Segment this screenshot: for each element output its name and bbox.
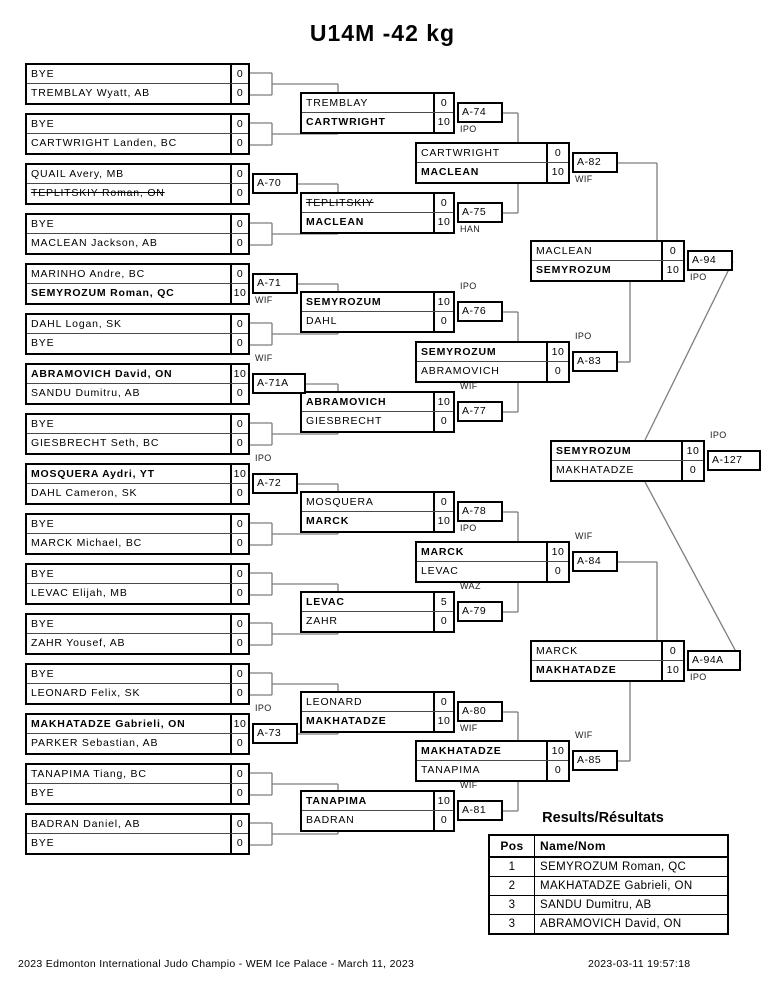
- player-name: LEVAC Elijah, MB: [31, 587, 128, 599]
- player-row: [302, 693, 453, 712]
- player-name: MARCK: [536, 645, 578, 657]
- player-name: ABRAMOVICH: [306, 396, 387, 408]
- player-score: 0: [230, 834, 248, 853]
- player-score: 5: [433, 593, 453, 611]
- player-row: [27, 834, 248, 853]
- player-score: 0: [230, 484, 248, 503]
- player-row: [302, 512, 453, 531]
- player-row: [27, 534, 248, 553]
- player-name: TREMBLAY: [306, 97, 369, 109]
- player-name: SEMYROZUM: [556, 445, 632, 457]
- bracket-match: [25, 63, 250, 105]
- player-name: SEMYROZUM: [536, 264, 612, 276]
- player-name: MAKHATADZE: [421, 745, 502, 757]
- match-number-label: A-77: [457, 401, 503, 422]
- bracket-match: [25, 113, 250, 155]
- player-row: [27, 734, 248, 753]
- player-row: [27, 284, 248, 303]
- bracket-match: [300, 691, 455, 733]
- player-score: 0: [230, 84, 248, 103]
- player-score: 10: [433, 512, 453, 531]
- player-row: [27, 815, 248, 834]
- player-row: [27, 365, 248, 384]
- bracket-match: [25, 563, 250, 605]
- player-name: MOSQUERA Aydri, YT: [31, 468, 155, 480]
- results-title: Results/Résultats: [542, 810, 664, 826]
- player-name: BYE: [31, 118, 55, 130]
- bracket-match: [300, 192, 455, 234]
- player-row: [27, 484, 248, 503]
- bracket-match: [25, 313, 250, 355]
- result-athlete-name: SANDU Dumitru, AB: [535, 896, 729, 915]
- player-score: 0: [230, 784, 248, 803]
- win-code: IPO: [460, 124, 477, 134]
- player-name: BYE: [31, 218, 55, 230]
- player-row: [27, 765, 248, 784]
- player-row: [27, 315, 248, 334]
- player-name: SEMYROZUM: [421, 346, 497, 358]
- results-header-name: Name/Nom: [535, 835, 729, 857]
- player-name: BYE: [31, 837, 55, 849]
- player-row: [302, 194, 453, 213]
- player-row: [417, 562, 568, 581]
- player-score: 0: [230, 615, 248, 633]
- player-row: [302, 493, 453, 512]
- bracket-match: [25, 413, 250, 455]
- results-row: [489, 915, 728, 935]
- player-name: QUAIL Avery, MB: [31, 168, 124, 180]
- bracket-match: [415, 740, 570, 782]
- player-name: DAHL Logan, SK: [31, 318, 122, 330]
- player-name: MARCK: [421, 546, 465, 558]
- player-name: TANAPIMA Tiang, BC: [31, 768, 147, 780]
- player-row: [27, 415, 248, 434]
- player-score: 0: [230, 165, 248, 183]
- player-name: TEPLITSKIY: [306, 197, 374, 209]
- result-athlete-name: MAKHATADZE Gabrieli, ON: [535, 877, 729, 896]
- player-name: MACLEAN: [421, 166, 480, 178]
- player-row: [27, 465, 248, 484]
- player-row: [27, 715, 248, 734]
- bracket-match: [25, 713, 250, 755]
- player-score: 0: [433, 811, 453, 830]
- bracket-match: [25, 763, 250, 805]
- player-row: [302, 811, 453, 830]
- player-name: LEONARD: [306, 696, 363, 708]
- player-row: [302, 113, 453, 132]
- player-row: [552, 461, 703, 480]
- results-row: [489, 857, 728, 877]
- player-row: [417, 362, 568, 381]
- player-row: [27, 684, 248, 703]
- player-score: 0: [546, 144, 568, 162]
- player-score: 10: [433, 393, 453, 411]
- win-code: IPO: [710, 430, 727, 440]
- result-position: 1: [489, 857, 535, 877]
- player-score: 0: [661, 242, 683, 260]
- win-code: IPO: [575, 331, 592, 341]
- player-score: 0: [230, 684, 248, 703]
- player-row: [27, 615, 248, 634]
- player-row: [302, 393, 453, 412]
- player-name: CARTWRIGHT Landen, BC: [31, 137, 177, 149]
- player-score: 0: [546, 562, 568, 581]
- bracket-match: [530, 640, 685, 682]
- bracket-match: [300, 491, 455, 533]
- player-row: [417, 543, 568, 562]
- win-code: WIF: [460, 780, 478, 790]
- player-name: LEVAC: [421, 565, 459, 577]
- player-score: 0: [433, 412, 453, 431]
- player-score: 0: [230, 565, 248, 583]
- results-header-row: [489, 835, 728, 857]
- player-row: [417, 163, 568, 182]
- player-score: 0: [230, 384, 248, 403]
- player-name: MOSQUERA: [306, 496, 374, 508]
- match-number-label: A-94: [687, 250, 733, 271]
- player-score: 10: [433, 213, 453, 232]
- player-name: SEMYROZUM: [306, 296, 382, 308]
- player-score: 0: [230, 334, 248, 353]
- player-name: MAKHATADZE: [306, 715, 387, 727]
- player-name: BYE: [31, 68, 55, 80]
- match-number-label: A-83: [572, 351, 618, 372]
- player-name: SEMYROZUM Roman, QC: [31, 287, 175, 299]
- player-score: 0: [433, 312, 453, 331]
- player-score: 10: [230, 465, 248, 483]
- player-row: [27, 215, 248, 234]
- player-score: 0: [546, 362, 568, 381]
- player-score: 10: [546, 163, 568, 182]
- player-score: 0: [230, 665, 248, 683]
- player-row: [27, 65, 248, 84]
- match-number-label: A-71A: [252, 373, 306, 394]
- player-name: BADRAN: [306, 814, 355, 826]
- win-code: WIF: [575, 730, 593, 740]
- player-name: BYE: [31, 668, 55, 680]
- result-position: 3: [489, 915, 535, 935]
- match-number-label: A-80: [457, 701, 503, 722]
- player-row: [27, 84, 248, 103]
- player-name: BADRAN Daniel, AB: [31, 818, 141, 830]
- player-name: MAKHATADZE Gabrieli, ON: [31, 718, 186, 730]
- player-score: 10: [433, 792, 453, 810]
- player-row: [417, 343, 568, 362]
- match-number-label: A-76: [457, 301, 503, 322]
- player-row: [27, 434, 248, 453]
- player-score: 10: [546, 343, 568, 361]
- player-row: [532, 261, 683, 280]
- player-score: 0: [433, 693, 453, 711]
- match-number-label: A-79: [457, 601, 503, 622]
- player-row: [302, 312, 453, 331]
- player-name: ZAHR: [306, 615, 338, 627]
- player-score: 10: [661, 661, 683, 680]
- match-number-label: A-72: [252, 473, 298, 494]
- player-row: [417, 761, 568, 780]
- match-number-label: A-81: [457, 800, 503, 821]
- win-code: IPO: [690, 272, 707, 282]
- match-number-label: A-75: [457, 202, 503, 223]
- player-row: [27, 334, 248, 353]
- player-name: PARKER Sebastian, AB: [31, 737, 159, 749]
- player-name: TANAPIMA: [421, 764, 481, 776]
- bracket-match: [415, 142, 570, 184]
- player-score: 0: [433, 493, 453, 511]
- match-number-label: A-94A: [687, 650, 741, 671]
- player-name: MARCK: [306, 515, 350, 527]
- player-row: [302, 94, 453, 113]
- player-score: 10: [433, 293, 453, 311]
- bracket-match: [25, 363, 250, 405]
- player-row: [27, 265, 248, 284]
- player-name: CARTWRIGHT: [421, 147, 500, 159]
- player-row: [302, 612, 453, 631]
- player-score: 0: [433, 94, 453, 112]
- player-score: 0: [230, 184, 248, 203]
- bracket-match: [300, 391, 455, 433]
- player-name: MACLEAN: [536, 245, 593, 257]
- win-code: IPO: [255, 703, 272, 713]
- player-score: 0: [230, 134, 248, 153]
- win-code: WIF: [460, 381, 478, 391]
- player-name: DAHL Cameron, SK: [31, 487, 138, 499]
- results-table: [488, 834, 729, 935]
- win-code: WIF: [255, 353, 273, 363]
- player-score: 0: [230, 115, 248, 133]
- player-score: 0: [230, 434, 248, 453]
- footer-event-name: 2023 Edmonton International Judo Champio - WEM Ice Palace - March 11, 2023: [18, 958, 415, 970]
- player-row: [532, 661, 683, 680]
- win-code: WIF: [255, 295, 273, 305]
- match-number-label: A-127: [707, 450, 761, 471]
- player-row: [27, 584, 248, 603]
- player-name: MACLEAN Jackson, AB: [31, 237, 158, 249]
- player-score: 0: [230, 584, 248, 603]
- match-number-label: A-74: [457, 102, 503, 123]
- player-score: 0: [230, 515, 248, 533]
- bracket-match: [25, 263, 250, 305]
- player-score: 10: [433, 113, 453, 132]
- player-score: 10: [230, 284, 248, 303]
- player-score: 10: [230, 715, 248, 733]
- player-score: 0: [230, 265, 248, 283]
- player-row: [302, 712, 453, 731]
- win-code: IPO: [255, 453, 272, 463]
- player-row: [27, 784, 248, 803]
- bracket-match: [25, 663, 250, 705]
- player-name: TREMBLAY Wyatt, AB: [31, 87, 150, 99]
- win-code: WIF: [575, 531, 593, 541]
- win-code: WIF: [575, 174, 593, 184]
- win-code: WAZ: [460, 581, 481, 591]
- player-name: SANDU Dumitru, AB: [31, 387, 141, 399]
- player-row: [302, 412, 453, 431]
- player-row: [417, 742, 568, 761]
- player-row: [27, 165, 248, 184]
- player-row: [27, 634, 248, 653]
- player-row: [302, 792, 453, 811]
- player-score: 0: [661, 642, 683, 660]
- bracket-match: [25, 513, 250, 555]
- player-name: BYE: [31, 787, 55, 799]
- player-score: 0: [230, 815, 248, 833]
- bracket-match: [415, 341, 570, 383]
- player-row: [27, 115, 248, 134]
- match-number-label: A-84: [572, 551, 618, 572]
- page-title: U14M -42 kg: [309, 20, 456, 46]
- player-name: BYE: [31, 418, 55, 430]
- player-row: [27, 234, 248, 253]
- player-row: [27, 134, 248, 153]
- win-code: WIF: [460, 723, 478, 733]
- player-name: MAKHATADZE: [536, 664, 617, 676]
- match-number-label: A-73: [252, 723, 298, 744]
- player-name: BYE: [31, 337, 55, 349]
- match-number-label: A-70: [252, 173, 298, 194]
- player-row: [27, 184, 248, 203]
- player-score: 0: [230, 65, 248, 83]
- result-position: 3: [489, 896, 535, 915]
- win-code: IPO: [690, 672, 707, 682]
- win-code: IPO: [460, 523, 477, 533]
- player-name: GIESBRECHT Seth, BC: [31, 437, 160, 449]
- player-score: 10: [546, 543, 568, 561]
- bracket-match: [25, 613, 250, 655]
- player-score: 0: [230, 315, 248, 333]
- result-athlete-name: ABRAMOVICH David, ON: [535, 915, 729, 935]
- results-row: [489, 896, 728, 915]
- player-row: [302, 213, 453, 232]
- player-score: 0: [230, 734, 248, 753]
- bracket-match: [25, 213, 250, 255]
- bracket-match: [415, 541, 570, 583]
- player-name: DAHL: [306, 315, 338, 327]
- player-score: 10: [681, 442, 703, 460]
- player-row: [552, 442, 703, 461]
- win-code: IPO: [460, 281, 477, 291]
- player-row: [302, 593, 453, 612]
- result-athlete-name: SEMYROZUM Roman, QC: [535, 857, 729, 877]
- player-name: ABRAMOVICH David, ON: [31, 368, 173, 380]
- win-code: HAN: [460, 224, 481, 234]
- results-header-pos: Pos: [489, 835, 535, 857]
- player-score: 10: [230, 365, 248, 383]
- match-number-label: A-71: [252, 273, 298, 294]
- player-row: [532, 242, 683, 261]
- player-name: MACLEAN: [306, 216, 365, 228]
- player-score: 0: [230, 415, 248, 433]
- player-name: BYE: [31, 568, 55, 580]
- player-score: 0: [433, 194, 453, 212]
- player-row: [27, 515, 248, 534]
- player-score: 0: [681, 461, 703, 480]
- bracket-match: [300, 790, 455, 832]
- player-score: 0: [230, 234, 248, 253]
- player-name: CARTWRIGHT: [306, 116, 386, 128]
- player-name: ZAHR Yousef, AB: [31, 637, 126, 649]
- player-name: BYE: [31, 518, 55, 530]
- results-row: [489, 877, 728, 896]
- player-name: GIESBRECHT: [306, 415, 383, 427]
- result-position: 2: [489, 877, 535, 896]
- footer-timestamp: 2023-03-11 19:57:18: [588, 958, 691, 970]
- match-number-label: A-85: [572, 750, 618, 771]
- player-row: [302, 293, 453, 312]
- bracket-match: [300, 291, 455, 333]
- player-name: TANAPIMA: [306, 795, 368, 807]
- bracket-match: [550, 440, 705, 482]
- player-score: 10: [433, 712, 453, 731]
- bracket-match: [25, 163, 250, 205]
- player-name: MARINHO Andre, BC: [31, 268, 145, 280]
- bracket-match: [300, 92, 455, 134]
- player-score: 0: [230, 634, 248, 653]
- player-row: [27, 565, 248, 584]
- bracket-match: [300, 591, 455, 633]
- player-name: MARCK Michael, BC: [31, 537, 143, 549]
- player-name: LEVAC: [306, 596, 345, 608]
- player-row: [27, 384, 248, 403]
- player-name: LEONARD Felix, SK: [31, 687, 141, 699]
- player-name: BYE: [31, 618, 55, 630]
- player-score: 0: [546, 761, 568, 780]
- player-score: 10: [661, 261, 683, 280]
- bracket-match: [25, 813, 250, 855]
- player-name: TEPLITSKIY Roman, ON: [31, 187, 165, 199]
- player-row: [417, 144, 568, 163]
- player-score: 0: [230, 215, 248, 233]
- player-name: ABRAMOVICH: [421, 365, 500, 377]
- bracket-match: [25, 463, 250, 505]
- bracket-match: [530, 240, 685, 282]
- player-score: 0: [433, 612, 453, 631]
- player-score: 0: [230, 765, 248, 783]
- player-name: MAKHATADZE: [556, 464, 635, 476]
- player-row: [532, 642, 683, 661]
- player-score: 10: [546, 742, 568, 760]
- match-number-label: A-82: [572, 152, 618, 173]
- player-row: [27, 665, 248, 684]
- player-score: 0: [230, 534, 248, 553]
- match-number-label: A-78: [457, 501, 503, 522]
